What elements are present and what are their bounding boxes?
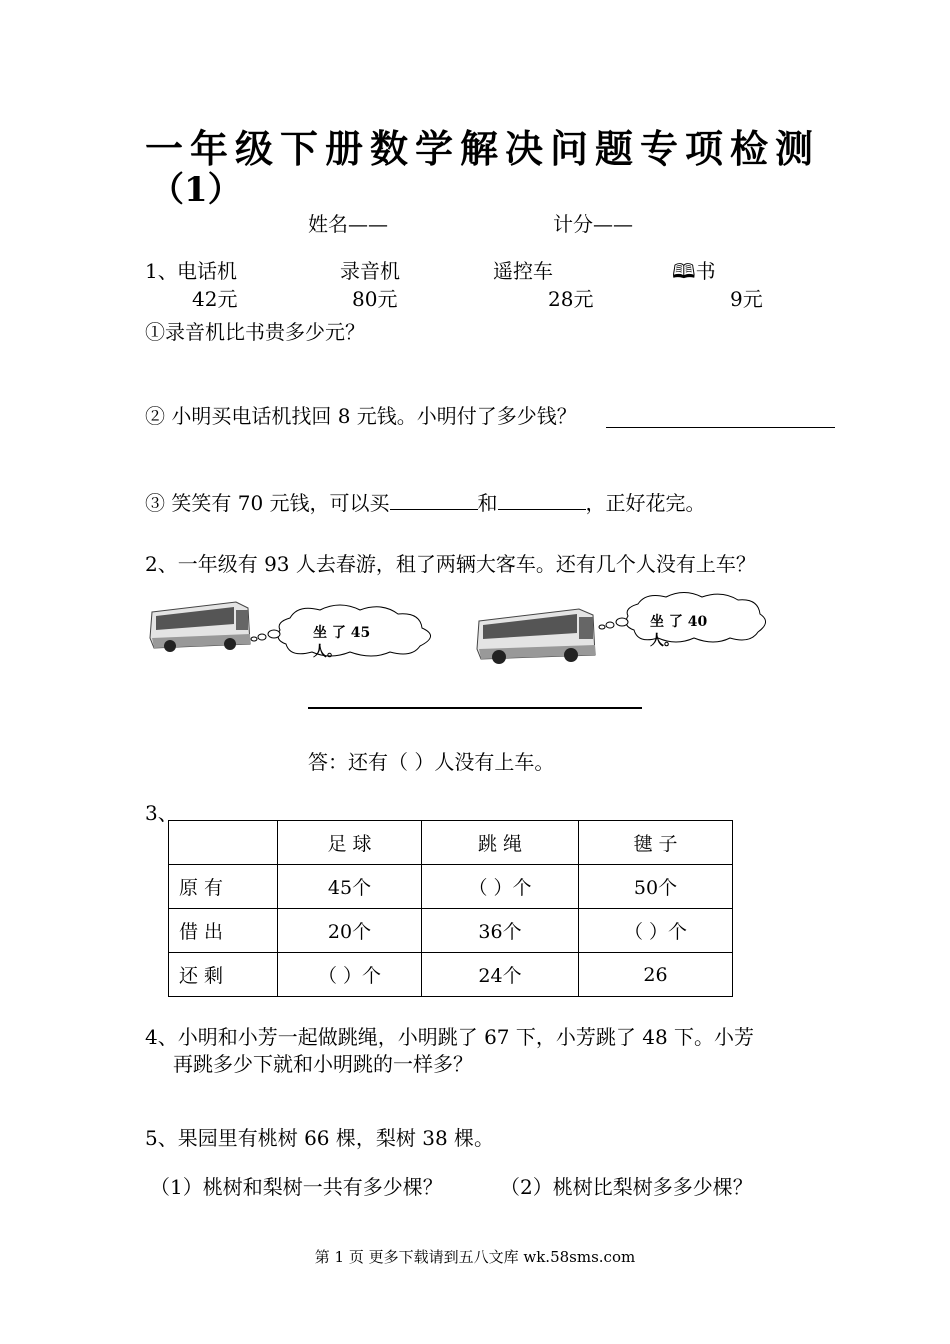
item-name: 录音机 — [340, 259, 400, 283]
item-price: 9元 — [730, 287, 763, 311]
row-label: 借 出 — [169, 909, 278, 953]
table-header-cell: 毽 子 — [579, 821, 733, 865]
question-1-sub-1: ①录音机比书贵多少元？ — [145, 320, 365, 344]
name-label: 姓名—— — [308, 212, 388, 236]
blank-1[interactable] — [390, 491, 478, 510]
question-4-line-1: 4、小明和小芳一起做跳绳，小明跳了 67 下，小芳跳了 48 下。小芳 — [145, 1025, 755, 1049]
question-2-answer: 答：还有（ ）人没有上车。 — [308, 750, 555, 774]
item-name: 书 — [695, 259, 716, 283]
item-name: 电话机 — [177, 259, 237, 283]
item-remote-car — [493, 255, 553, 284]
question-1-sub-3-text: ③ 笑笑有 70 元钱，可以买 — [145, 491, 390, 515]
answer-line[interactable] — [606, 427, 835, 428]
table-cell-blank[interactable]: （ ）个 — [579, 909, 733, 953]
table-cell: 36个 — [422, 909, 579, 953]
table-header-row — [169, 821, 733, 865]
row-label: 还 剩 — [169, 953, 278, 997]
item-recorder — [340, 255, 400, 284]
question-1-sub-2: ② 小明买电话机找回 8 元钱。小明付了多少钱？ — [145, 404, 577, 428]
item-name: 遥控车 — [493, 259, 553, 283]
bus-1-image — [146, 598, 252, 654]
item-price: 80元 — [352, 287, 398, 311]
table-cell-blank[interactable]: （ ）个 — [422, 865, 579, 909]
table-row — [169, 953, 733, 997]
score-label: 计分—— — [553, 212, 633, 236]
row-label: 原 有 — [169, 865, 278, 909]
table-header-cell: 跳 绳 — [422, 821, 579, 865]
question-3-number: 3、 — [145, 801, 178, 825]
question-5-sub-2: （2）桃树比梨树多多少棵？ — [500, 1175, 753, 1199]
data-table — [168, 820, 733, 997]
page-title-number: （1） — [150, 170, 242, 210]
bubble-1-text: 坐 了 45 — [313, 625, 371, 641]
item-phone — [177, 255, 237, 284]
question-1-sub-3-end: ，正好花完。 — [585, 491, 706, 515]
table-cell-blank[interactable]: （ ）个 — [278, 953, 422, 997]
question-4-line-2: 再跳多少下就和小明跳的一样多？ — [173, 1052, 473, 1076]
bubble-2-text-2: 人。 — [650, 633, 678, 649]
table-cell: 24个 — [422, 953, 579, 997]
question-1-sub-3 — [145, 487, 706, 516]
table-header-cell — [169, 821, 278, 865]
table-cell: 45个 — [278, 865, 422, 909]
table-cell: 50个 — [579, 865, 733, 909]
item-price: 28元 — [548, 287, 594, 311]
question-1-sub-3-and: 和 — [477, 491, 498, 515]
bus-2-image — [473, 605, 598, 665]
bubble-2-text: 坐 了 40 — [650, 614, 708, 630]
calculation-line[interactable] — [308, 707, 642, 709]
question-5-text: 5、果园里有桃树 66 棵，梨树 38 棵。 — [145, 1126, 495, 1150]
question-5-sub-1: （1）桃树和梨树一共有多少棵？ — [150, 1175, 443, 1199]
table-cell: 26 — [579, 953, 733, 997]
bubble-1-text-2: 人。 — [313, 644, 341, 660]
table-header-cell: 足 球 — [278, 821, 422, 865]
page-title: 一年级下册数学解决问题专项检测 — [145, 126, 821, 171]
question-2-text: 2、一年级有 93 人去春游，租了两辆大客车。还有几个人没有上车？ — [145, 552, 756, 576]
item-price: 42元 — [192, 287, 238, 311]
question-1-number: 1、 — [145, 259, 178, 283]
table-cell: 20个 — [278, 909, 422, 953]
book-icon: 🕮 — [672, 259, 696, 283]
table-row — [169, 909, 733, 953]
table-row — [169, 865, 733, 909]
page-footer: 第 1 页 更多下载请到五八文库 wk.58sms.com — [314, 1248, 636, 1266]
item-book — [672, 255, 716, 291]
blank-2[interactable] — [498, 491, 586, 510]
